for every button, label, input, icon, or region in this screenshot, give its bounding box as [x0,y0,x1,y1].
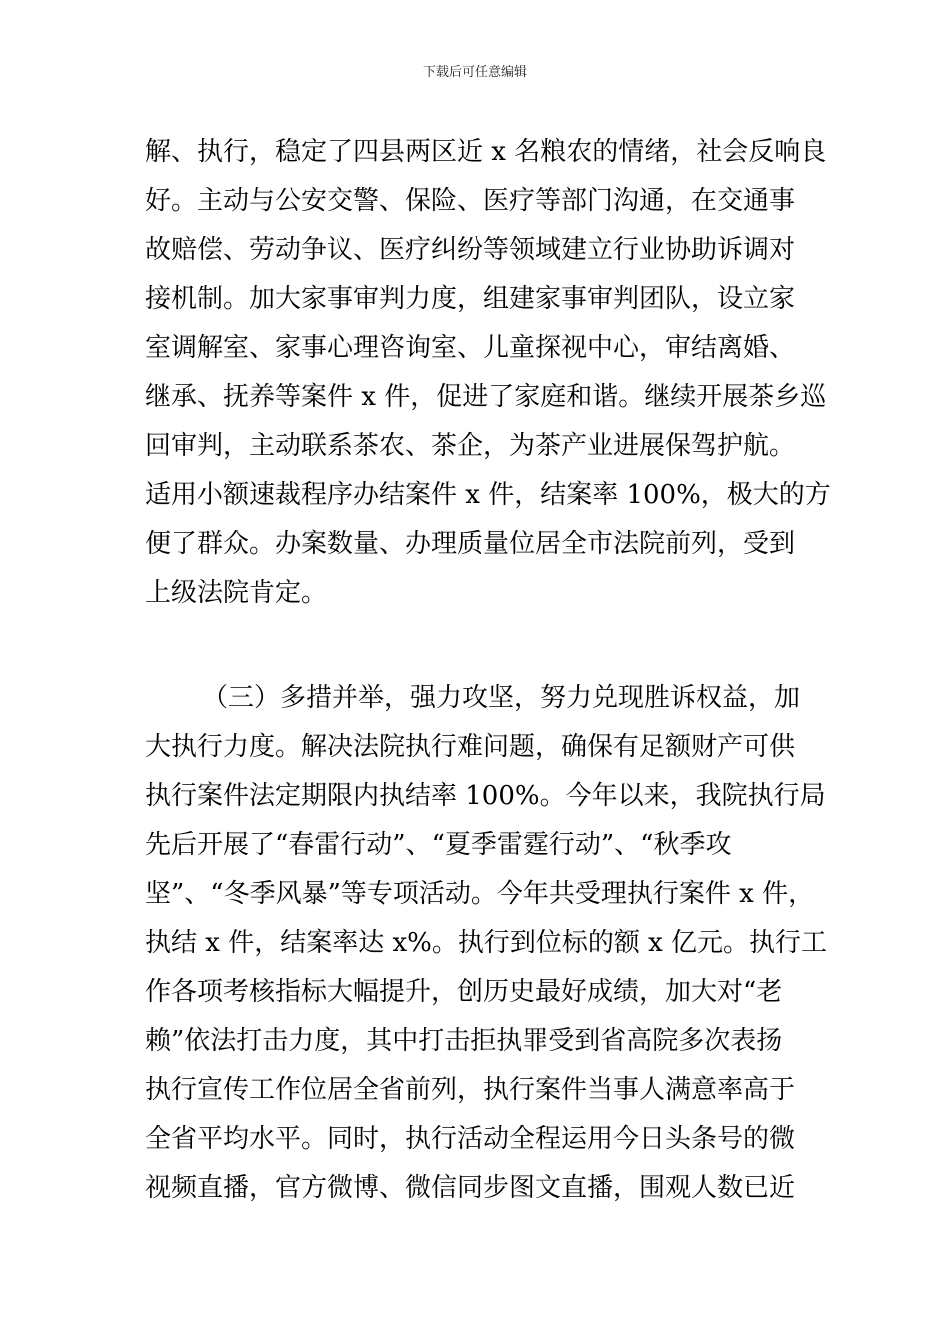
text-line: 大执行力度。解决法院执行难问题，确保有足额财产可供 [145,732,796,762]
text-line: 先后开展了“春雷行动”、“夏季雷霆行动”、“秋季攻 [145,830,732,860]
text-line: 好。主动与公安交警、保险、医疗等部门沟通，在交通事 [145,186,796,216]
text-line: 全省平均水平。同时，执行活动全程运用今日头条号的微 [145,1124,796,1154]
text-line: 上级法院肯定。 [145,578,328,608]
section-heading-line: （三）多措并举，强力攻坚，努力兑现胜诉权益，加 [202,683,801,713]
text-line: 回审判，主动联系茶农、茶企，为茶产业进展保驾护航。 [145,431,796,461]
paragraph-continuation [145,128,831,618]
text-line: 适用小额速裁程序办结案件 x 件，结案率 100%，极大的方 [145,480,831,510]
text-line: 继承、抚养等案件 x 件，促进了家庭和谐。继续开展茶乡巡 [145,382,827,412]
text-line: 便了群众。办案数量、办理质量位居全市法院前列，受到 [145,529,796,559]
text-line: 执结 x 件，结案率达 x%。执行到位标的额 x 亿元。执行工 [145,928,828,958]
text-line: 执行案件法定期限内执结率 100%。今年以来，我院执行局 [145,781,826,811]
text-line: 执行宣传工作位居全省前列，执行案件当事人满意率高于 [145,1075,796,1105]
text-line: 赖”依法打击力度，其中打击拒执罪受到省高院多次表扬 [145,1026,783,1056]
text-line: 接机制。加大家事审判力度，组建家事审判团队，设立家 [145,284,796,314]
text-line: 作各项考核指标大幅提升，创历史最好成绩，加大对“老 [145,977,783,1007]
text-line: 视频直播，官方微博、微信同步图文直播，围观人数已近 [145,1173,796,1203]
text-line: 坚”、“冬季风暴”等专项活动。今年共受理执行案件 x 件， [145,879,815,909]
page-header: 下载后可任意编辑 [422,65,527,80]
text-line: 解、执行，稳定了四县两区近 x 名粮农的情绪，社会反响良 [145,137,827,167]
text-line: 室调解室、家事心理咨询室、儿童探视中心，审结离婚、 [145,333,796,363]
paragraph-section-three [145,674,828,1213]
text-line: 故赔偿、劳动争议、医疗纠纷等领域建立行业协助诉调对 [145,235,796,265]
